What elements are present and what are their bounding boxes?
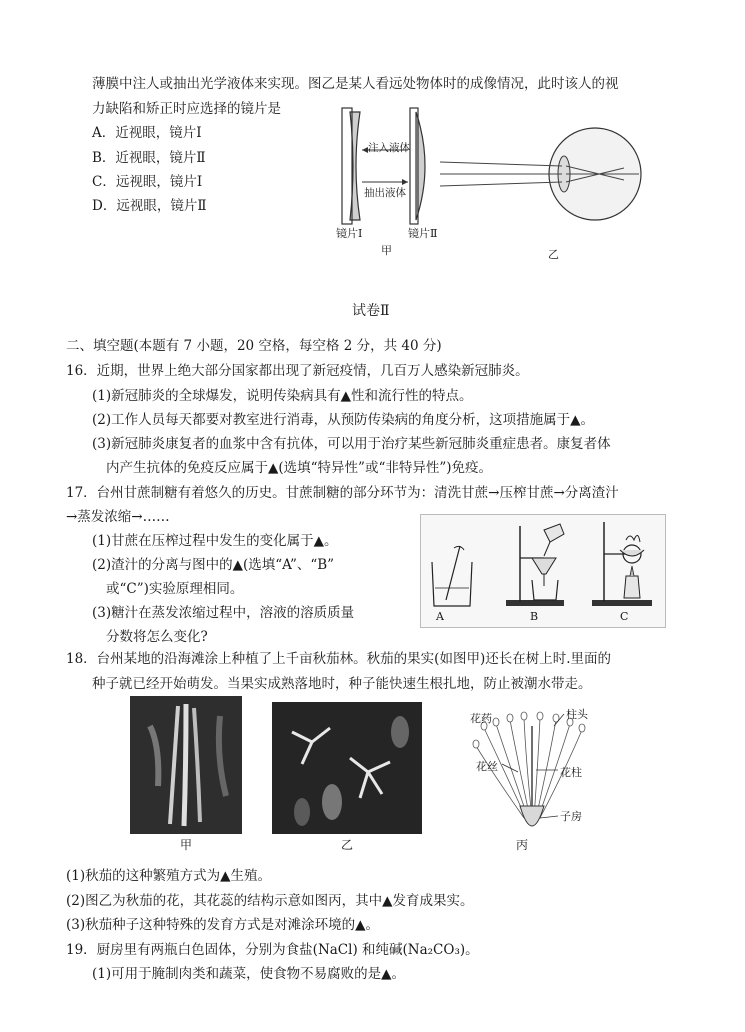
q15-option-a: A．近视眼，镜片Ⅰ <box>92 125 202 141</box>
q18-stem-1: 18．台州某地的沿海滩涂上种植了上千亩秋茄林。秋茄的果实(如图甲)还长在树上时.里面的 <box>66 651 612 667</box>
photo-jia-caption: 甲 <box>179 838 192 852</box>
label-stigma: 柱头 <box>566 708 588 721</box>
figure-yi-caption: 乙 <box>548 248 559 261</box>
q15-line2: 力缺陷和矫正时应选择的镜片是 <box>92 101 281 117</box>
figure-jia-caption: 甲 <box>381 244 392 257</box>
q16-part-2: (2)工作人员每天都要对教室进行消毒，从预防传染病的角度分析，这项措施属于▲。 <box>92 412 595 428</box>
q17-part-3b: 分数将怎么变化? <box>106 629 208 645</box>
q18-stem-2: 种子就已经开始萌发。当果实成熟落地时，种子能快速生根扎地，防止被潮水带走。 <box>92 676 592 692</box>
figure-c-label: C <box>620 610 629 623</box>
q17-stem-2: →蒸发浓缩→…… <box>66 509 170 525</box>
photo-jia-fruits <box>130 696 242 834</box>
q18-part-3: (3)秋茄种子这种特殊的发育方式是对滩涂环境的▲。 <box>66 917 380 933</box>
q19-stem: 19．厨房里有两瓶白色固体，分别为食盐(NaCl) 和纯碱(Na₂CO₃)。 <box>66 942 479 958</box>
photo-yi-flowers <box>272 702 422 834</box>
q15-line1: 薄膜中注人或抽出光学液体来实现。图乙是某人看远处物体时的成像情况，此时该人的视 <box>92 76 619 92</box>
q18-part-1: (1)秋茄的这种繁殖方式为▲生殖。 <box>66 868 272 884</box>
q16-part-1: (1)新冠肺炎的全球爆发，说明传染病具有▲性和流行性的特点。 <box>92 388 473 404</box>
experiment-apparatus-figure <box>420 514 666 628</box>
label-style: 花柱 <box>560 766 582 779</box>
q16-part-3b: 内产生抗体的免疫反应属于▲(选填“特异性”或“非特异性”)免疫。 <box>106 460 493 476</box>
q17-part-2a: (2)渣汁的分离与图中的▲(选填“A”、“B” <box>92 557 335 573</box>
figure-a-label: A <box>436 610 444 623</box>
inject-liquid-label: 注入液体 <box>368 142 410 154</box>
q17-stem-1: 17．台州甘蔗制糖有着悠久的历史。甘蔗制糖的部分环节为：清洗甘蔗→压榨甘蔗→分离渣汁 <box>66 485 619 501</box>
q16-stem: 16．近期，世界上绝大部分国家都出现了新冠疫情，几百万人感染新冠肺炎。 <box>66 363 529 379</box>
paper-2-title: 试卷Ⅱ <box>352 303 390 319</box>
q17-part-3a: (3)糖汁在蒸发浓缩过程中，溶液的溶质质量 <box>92 605 355 621</box>
q15-option-b: B．近视眼，镜片Ⅱ <box>92 150 206 166</box>
eye-figure-yi <box>440 108 658 258</box>
lens-2-label: 镜片Ⅱ <box>408 227 438 240</box>
label-ovary: 子房 <box>560 810 582 823</box>
q15-option-d: D．远视眼，镜片Ⅱ <box>92 198 207 214</box>
figure-b-label: B <box>530 610 539 623</box>
q17-part-2b: 或“C”)实验原理相同。 <box>106 581 244 597</box>
q16-part-3a: (3)新冠肺炎康复者的血浆中含有抗体，可以用于治疗某些新冠肺炎重症患者。康复者体 <box>92 436 611 452</box>
label-filament: 花丝 <box>476 760 498 773</box>
photo-yi-caption: 乙 <box>340 838 353 852</box>
section-2-heading: 二、填空题(本题有 7 小题，20 空格，每空格 2 分，共 40 分) <box>66 338 442 354</box>
diagram-bing-caption: 丙 <box>515 838 528 852</box>
label-anther: 花药 <box>470 712 492 725</box>
q18-part-2: (2)图乙为秋茄的花，其花蕊的结构示意如图丙，其中▲发育成果实。 <box>66 893 474 909</box>
q19-part-1: (1)可用于腌制肉类和蔬菜，使食物不易腐败的是▲。 <box>92 966 406 982</box>
q15-option-c: C．远视眼，镜片Ⅰ <box>92 174 203 190</box>
q17-part-1: (1)甘蔗在压榨过程中发生的变化属于▲。 <box>92 533 338 549</box>
lens-1-label: 镜片Ⅰ <box>336 227 363 240</box>
extract-liquid-label: 抽出液体 <box>364 187 406 199</box>
